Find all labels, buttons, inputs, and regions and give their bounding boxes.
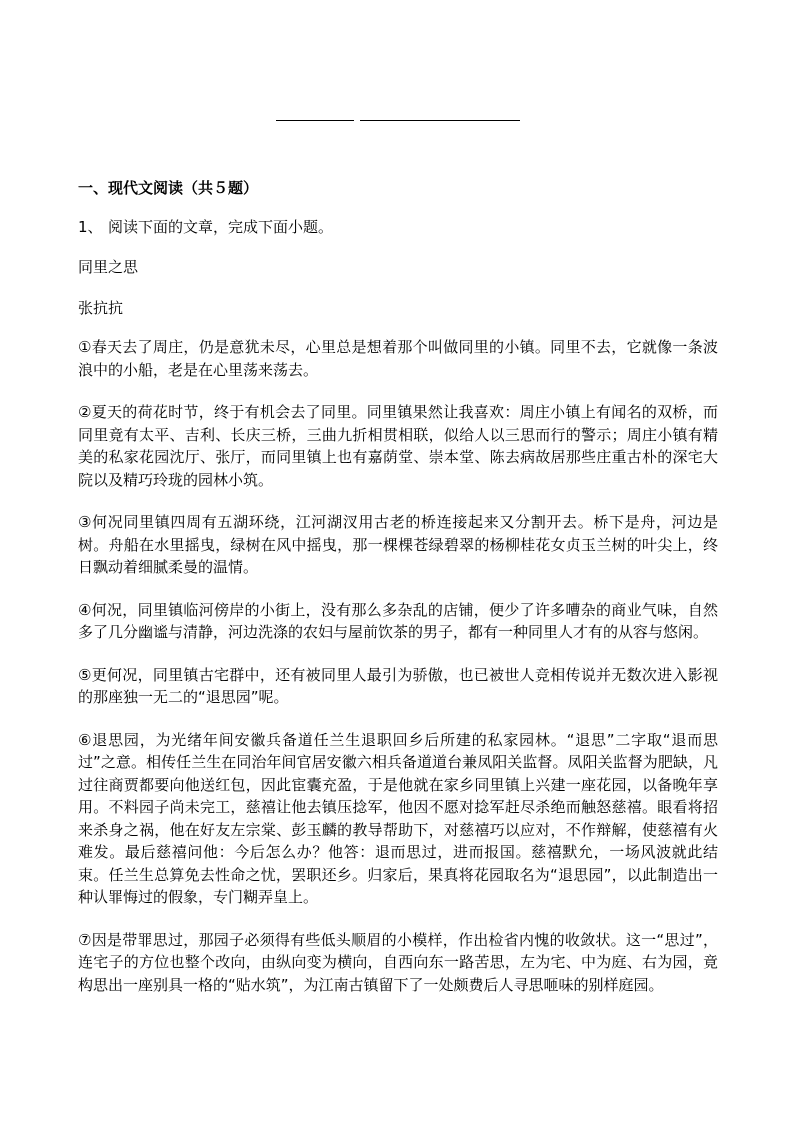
question-prompt: 阅读下面的文章，完成下面小题。: [108, 218, 334, 236]
question-number: 1、: [78, 218, 103, 236]
document-body: [78, 178, 718, 996]
paragraph-5: ⑤更何况，同里镇古宅群中，还有被同里人最引为骄傲，也已被世人竞相传说并无数次进入影视的那座独一无二的“退思园”呢。: [78, 665, 718, 706]
paragraph-7: ⑦因是带罪思过，那园子必须得有些低头顺眉的小模样，作出检省内愧的收敛状。这一“思过”，连宅子的方位也整个改向，由纵向变为横向，自西向东一路苦思，左为宅、中为庭、右为园，竟构思出一座别具一格的“贴水筑”，为江南古镇留下了一处颇费后人寻思咂味的别样庭园。: [78, 930, 718, 994]
blank-line-short: [276, 120, 354, 121]
question-line: [78, 217, 718, 237]
paragraph-3: ③何况同里镇四周有五湖环绕，江河湖汊用古老的桥连接起来又分割开去。桥下是舟，河边是树。舟船在水里摇曳，绿树在风中摇曳，那一棵棵苍绿碧翠的杨柳桂花女贞玉兰树的叶尖上，终日飘动着细腻柔曼的温情。: [78, 513, 718, 576]
article-author: 张抗抗: [78, 299, 124, 317]
paragraph-4: ④何况，同里镇临河傍岸的小街上，没有那么多杂乱的店铺，便少了许多嘈杂的商业气味，自然多了几分幽谧与清静，河边洗涤的农妇与屋前饮茶的男子，都有一种同里人才有的从容与悠闲。: [78, 600, 718, 641]
paragraph-6: ⑥退思园，为光绪年间安徽兵备道任兰生退职回乡后所建的私家园林。“退思”二字取“退而思过”之意。相传任兰生在同治年间官居安徽六相兵备道道台兼凤阳关监督。凤阳关监督为肥缺，凡过往商贾都要向他送红包，因此宦囊充盈，于是他就在家乡同里镇上兴建一座花园，以备晚年享用。不料园子尚未完工，慈禧让他去镇压捻军，他因不愿对捻军赶尽杀绝而触怒慈禧。眼看将招来杀身之祸，他在好友左宗棠、彭玉麟的教导帮助下，对慈禧巧以应对，不作辩解，使慈禧有火难发。最后慈禧问他：今后怎么办？他答：退而思过，进而报国。慈禧默允，一场风波就此结束。任兰生总算免去性命之忧，罢职还乡。归家后，果真将花园取名为“退思园”，以此制造出一种认罪悔过的假象，专门糊弄皇上。: [78, 730, 718, 906]
blank-line-long: [360, 120, 520, 121]
section-title: 一、现代文阅读（共５题）: [78, 179, 259, 197]
paragraph-2: ②夏天的荷花时节，终于有机会去了同里。同里镇果然让我喜欢：周庄小镇上有闻名的双桥，而同里竟有太平、吉利、长庆三桥，三曲九折相贯相联，似给人以三思而行的警示；周庄小镇有精美的私家花园沈厅、张厅，而同里镇上也有嘉荫堂、崇本堂、陈去病故居那些庄重古朴的深宅大院以及精巧玲珑的园林小筑。: [78, 403, 718, 489]
article-title: 同里之思: [78, 258, 139, 276]
paragraph-1: ①春天去了周庄，仍是意犹未尽，心里总是想着那个叫做同里的小镇。同里不去，它就像一条波浪中的小船，老是在心里荡来荡去。: [78, 338, 718, 379]
